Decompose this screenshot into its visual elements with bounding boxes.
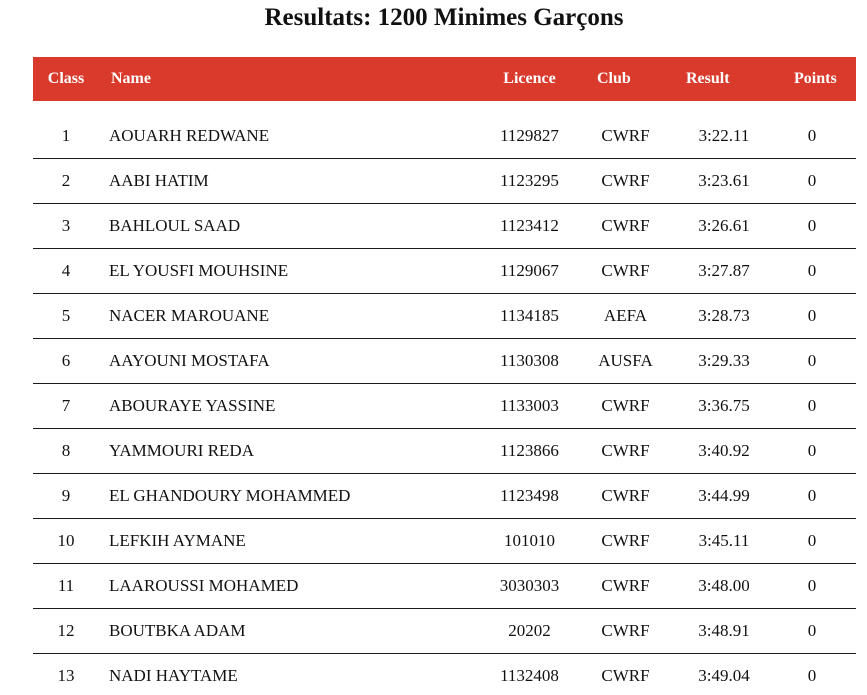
cell-name: EL GHANDOURY MOHAMMED xyxy=(109,486,351,505)
cell-class: 1 xyxy=(61,126,71,145)
table-row xyxy=(33,249,856,294)
cell-class: 7 xyxy=(61,396,71,415)
cell-licence: 1133003 xyxy=(500,396,559,415)
cell-licence: 3030303 xyxy=(499,576,560,595)
header-result: Result xyxy=(686,70,730,87)
cell-result: 3:44.99 xyxy=(698,486,750,505)
cell-class: 8 xyxy=(61,441,71,460)
cell-club: AEFA xyxy=(603,306,648,325)
cell-result: 3:26.61 xyxy=(698,216,750,235)
header-name: Name xyxy=(111,70,151,87)
table-row xyxy=(33,159,856,204)
table-row xyxy=(33,339,856,384)
cell-club: CWRF xyxy=(601,666,650,685)
table-row xyxy=(33,429,856,474)
cell-club: CWRF xyxy=(601,216,650,235)
cell-name: AABI HATIM xyxy=(109,171,209,190)
cell-name: AOUARH REDWANE xyxy=(109,126,270,145)
cell-class: 3 xyxy=(61,216,71,235)
cell-club: CWRF xyxy=(601,576,650,595)
cell-points: 0 xyxy=(807,666,817,685)
cell-points: 0 xyxy=(807,126,817,145)
cell-club: CWRF xyxy=(601,126,650,145)
cell-name: YAMMOURI REDA xyxy=(109,441,254,460)
cell-result: 3:48.00 xyxy=(698,576,750,595)
cell-club: CWRF xyxy=(601,621,650,640)
cell-points: 0 xyxy=(807,351,817,370)
cell-licence: 1123412 xyxy=(500,216,559,235)
cell-club: CWRF xyxy=(601,486,650,505)
cell-club: CWRF xyxy=(601,531,650,550)
cell-licence: 1123295 xyxy=(500,171,559,190)
cell-points: 0 xyxy=(807,531,817,550)
table-row xyxy=(33,474,856,519)
cell-name: NADI HAYTAME xyxy=(109,666,238,685)
cell-name: ABOURAYE YASSINE xyxy=(109,396,276,415)
cell-name: NACER MAROUANE xyxy=(109,306,270,325)
cell-result: 3:48.91 xyxy=(698,621,750,640)
cell-name: AAYOUNI MOSTAFA xyxy=(109,351,270,370)
cell-result: 3:27.87 xyxy=(698,261,750,280)
cell-class: 4 xyxy=(61,261,71,280)
table-row xyxy=(33,609,856,654)
cell-points: 0 xyxy=(807,576,817,595)
cell-licence: 1129827 xyxy=(500,126,559,145)
table-row xyxy=(33,564,856,609)
cell-name: EL YOUSFI MOUHSINE xyxy=(109,261,289,280)
cell-points: 0 xyxy=(807,216,817,235)
cell-result: 3:23.61 xyxy=(698,171,750,190)
cell-result: 3:29.33 xyxy=(698,351,750,370)
cell-name: BOUTBKA ADAM xyxy=(109,621,246,640)
cell-club: CWRF xyxy=(601,171,650,190)
cell-licence: 1134185 xyxy=(500,306,559,325)
cell-result: 3:45.11 xyxy=(698,531,750,550)
cell-points: 0 xyxy=(807,486,817,505)
cell-class: 5 xyxy=(61,306,71,325)
cell-licence: 1123866 xyxy=(500,441,559,460)
cell-points: 0 xyxy=(807,621,817,640)
cell-club: AUSFA xyxy=(598,351,653,370)
table-row xyxy=(33,384,856,429)
cell-class: 10 xyxy=(57,531,75,550)
cell-licence: 1130308 xyxy=(500,351,559,370)
table-row xyxy=(33,294,856,339)
cell-licence: 1132408 xyxy=(500,666,559,685)
cell-class: 6 xyxy=(61,351,71,370)
cell-class: 13 xyxy=(57,666,75,685)
cell-club: CWRF xyxy=(601,441,650,460)
cell-class: 2 xyxy=(61,171,71,190)
cell-points: 0 xyxy=(807,306,817,325)
cell-class: 11 xyxy=(57,576,75,595)
cell-result: 3:22.11 xyxy=(698,126,750,145)
cell-points: 0 xyxy=(807,396,817,415)
header-club: Club xyxy=(597,70,631,87)
cell-name: LEFKIH AYMANE xyxy=(109,531,246,550)
table-row xyxy=(33,519,856,564)
table-row xyxy=(33,654,856,695)
cell-points: 0 xyxy=(807,171,817,190)
cell-name: LAAROUSSI MOHAMED xyxy=(109,576,299,595)
header-points: Points xyxy=(794,70,837,87)
page-title: Resultats: 1200 Minimes Garçons xyxy=(264,4,624,31)
table-row xyxy=(33,114,856,159)
cell-result: 3:36.75 xyxy=(698,396,750,415)
header-licence: Licence xyxy=(503,70,556,87)
table-row xyxy=(33,204,856,249)
cell-class: 12 xyxy=(57,621,75,640)
cell-result: 3:40.92 xyxy=(698,441,750,460)
cell-licence: 101010 xyxy=(504,531,555,550)
cell-points: 0 xyxy=(807,261,817,280)
cell-result: 3:49.04 xyxy=(698,666,750,685)
cell-name: BAHLOUL SAAD xyxy=(109,216,241,235)
cell-club: CWRF xyxy=(601,396,650,415)
header-class: Class xyxy=(47,70,85,87)
cell-class: 9 xyxy=(61,486,71,505)
results-table xyxy=(33,57,856,695)
cell-result: 3:28.73 xyxy=(698,306,750,325)
cell-licence: 20202 xyxy=(508,621,551,640)
table-header xyxy=(33,57,856,101)
cell-licence: 1129067 xyxy=(500,261,559,280)
header-spacer xyxy=(33,101,856,114)
cell-points: 0 xyxy=(807,441,817,460)
cell-club: CWRF xyxy=(601,261,650,280)
cell-licence: 1123498 xyxy=(500,486,559,505)
